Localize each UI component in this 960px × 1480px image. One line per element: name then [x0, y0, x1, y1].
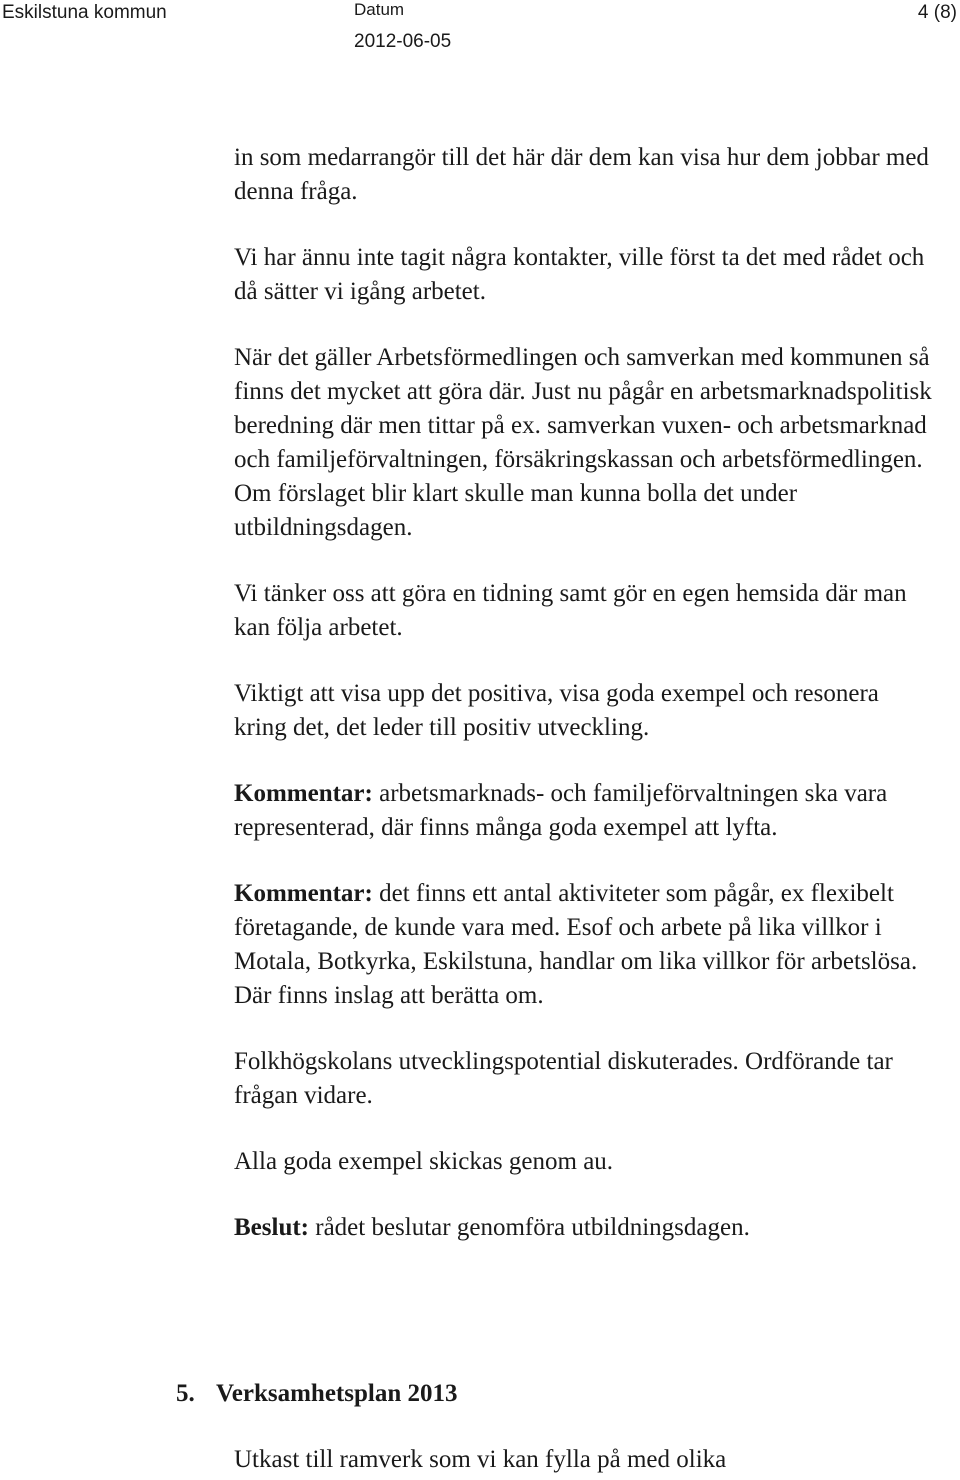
comment-paragraph	[234, 877, 934, 1013]
comment-paragraph	[234, 777, 934, 845]
paragraph-text: Viktigt att visa upp det positiva, visa goda exempel och resonera kring det, det leder till positiv utveckling.	[234, 680, 879, 741]
paragraph-text: När det gäller Arbetsförmedlingen och samverkan med kommunen så finns det mycket att göra där. Just nu pågår en arbetsmarknadspolitisk beredning där men tittar på ex. samverkan vuxen- och arbetsmarknad och familjeförvaltningen, försäkringskassan och arbetsförmedlingen. Om förslaget blir klart skulle man kunna bolla det under utbildningsdagen.	[234, 344, 932, 541]
date-value: 2012-06-05	[354, 31, 452, 52]
page-number: 4 (8)	[917, 2, 957, 23]
paragraph-text: Vi tänker oss att göra en tidning samt gör en egen hemsida där man kan följa arbetet.	[234, 580, 907, 641]
section-heading	[176, 1377, 457, 1411]
comment-label: Kommentar:	[234, 880, 373, 907]
comment-label: Kommentar:	[234, 780, 373, 807]
document-body	[234, 141, 934, 1277]
date-label: Datum	[354, 0, 405, 19]
paragraph	[234, 677, 934, 745]
paragraph-text: rådet beslutar genomföra utbildningsdagen.	[309, 1214, 750, 1241]
paragraph	[234, 141, 934, 209]
paragraph-text: arbetsmarknads- och familjeförvaltningen ska vara representerad, där finns många goda exempel att lyfta.	[234, 780, 888, 841]
decision-paragraph	[234, 1211, 934, 1245]
paragraph	[234, 1045, 934, 1113]
decision-label: Beslut:	[234, 1214, 309, 1241]
paragraph-text: Folkhögskolans utvecklingspotential diskuterades. Ordförande tar frågan vidare.	[234, 1048, 893, 1109]
section-text: Utkast till ramverk som vi kan fylla på med olika	[234, 1446, 727, 1473]
paragraph-text: det finns ett antal aktiviteter som pågår, ex flexibelt företagande, de kunde vara med. Esof och arbete på lika villkor i Motala, Botkyrka, Eskilstuna, handlar om lika villkor för arbetslösa. Där finns inslag att berätta om.	[234, 880, 918, 1009]
paragraph	[234, 1145, 934, 1179]
paragraph-text: Alla goda exempel skickas genom au.	[234, 1148, 614, 1175]
paragraph-text: in som medarrangör till det här där dem kan visa hur dem jobbar med denna fråga.	[234, 144, 929, 205]
paragraph	[234, 241, 934, 309]
section-number: 5.	[176, 1380, 195, 1407]
paragraph	[234, 341, 934, 545]
paragraph-text: Vi har ännu inte tagit några kontakter, ville först ta det med rådet och då sätter vi igång arbetet.	[234, 244, 925, 305]
section-title: Verksamhetsplan 2013	[216, 1380, 458, 1407]
page-header	[0, 0, 960, 60]
paragraph	[234, 577, 934, 645]
organization-name: Eskilstuna kommun	[2, 2, 167, 23]
